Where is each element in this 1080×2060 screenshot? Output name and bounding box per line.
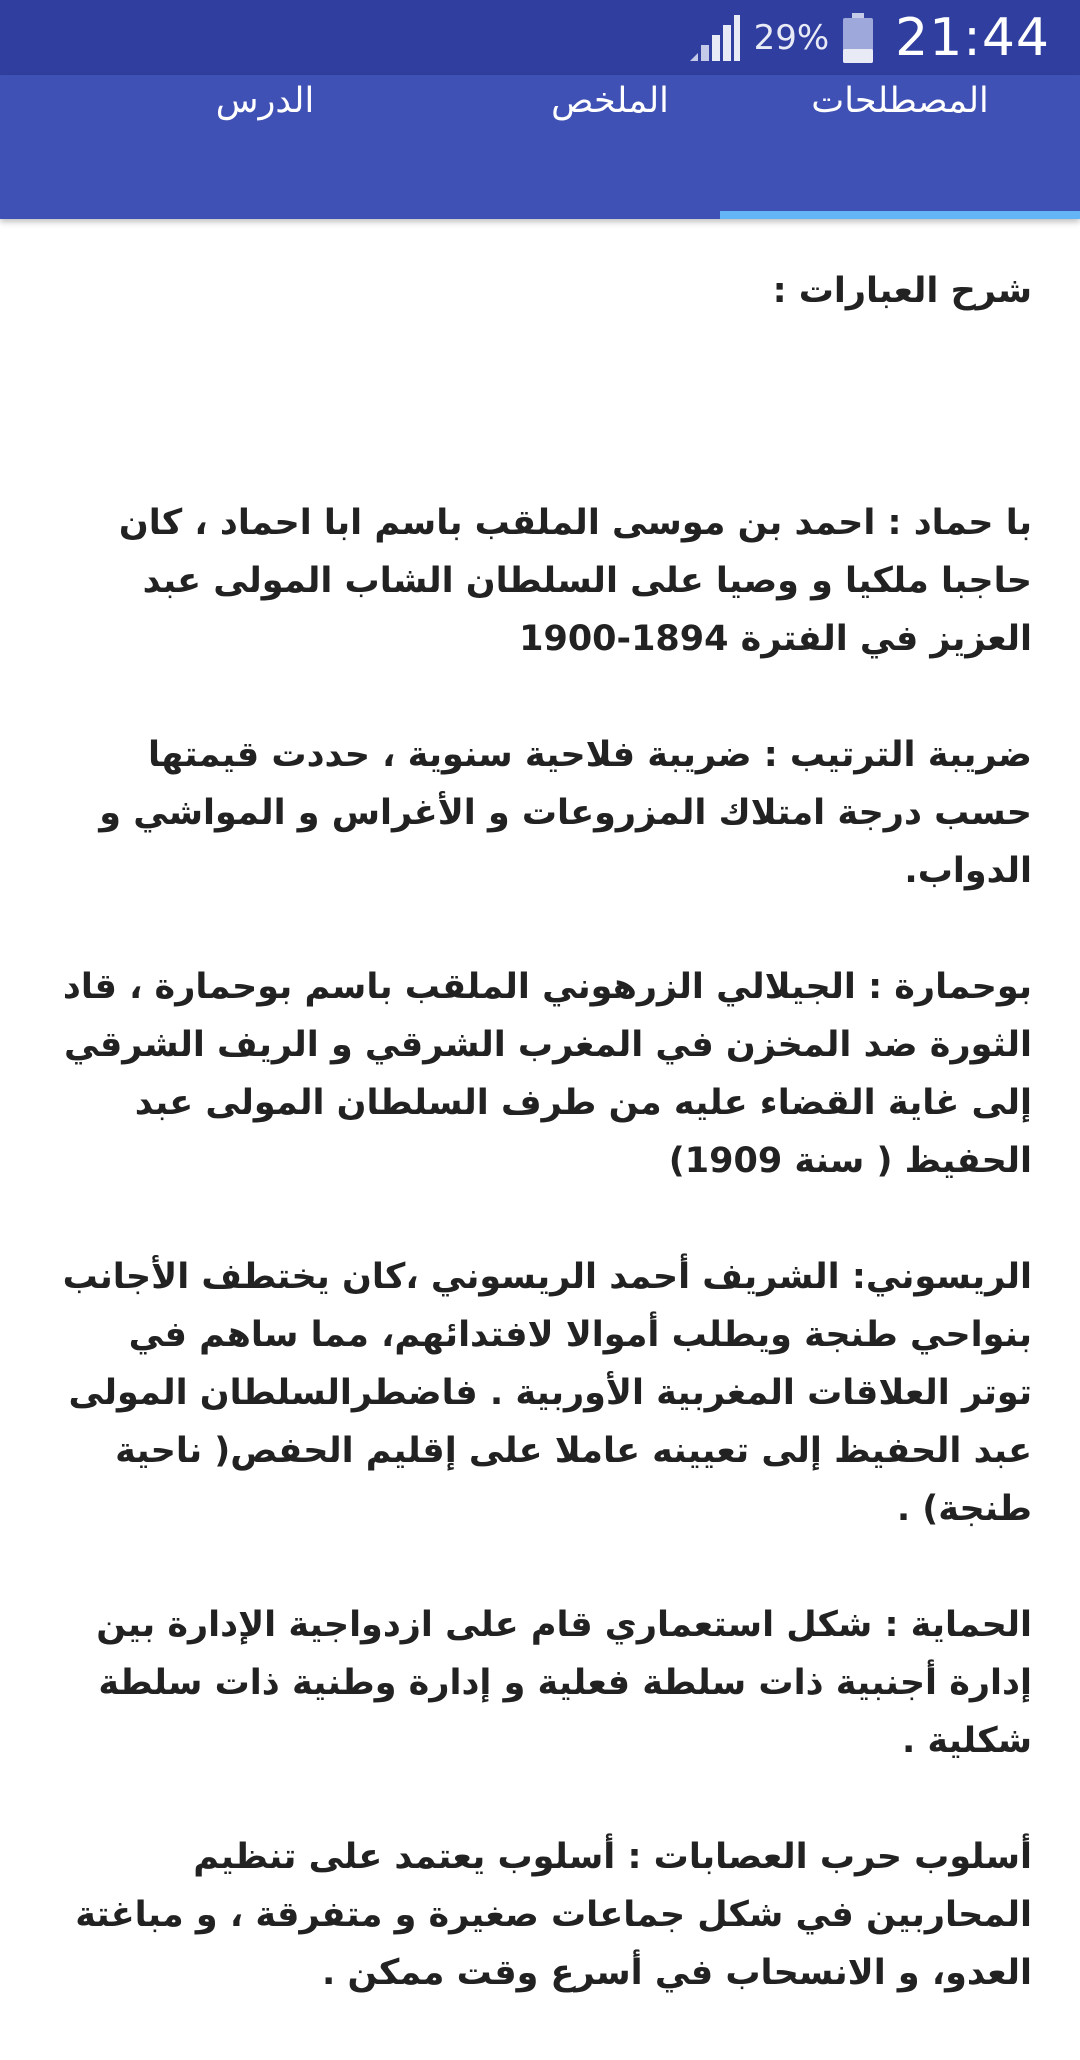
selected-tab-indicator (720, 211, 1080, 219)
tab-summary[interactable] (430, 75, 790, 219)
terms-content (50, 262, 1032, 2060)
tab-bar (0, 75, 1080, 219)
term-definition: الريسوني: الشريف أحمد الريسوني ،كان يختطف الأجانب بنواحي طنجة ويطلب أموالا لافتدائهم، مما ساهم في توتر العلاقات المغربية الأوربية . فاضطرالسلطان المولى عبد الحفيظ إلى تعيينه عاملا على إقليم الحفص( ناحية طنجة) . (62, 1257, 1032, 1529)
term-definition: ضريبة الترتيب : ضريبة فلاحية سنوية ، حددت قيمتها حسب درجة امتلاك المزروعات و الأغراس و المواشي و الدواب. (99, 735, 1032, 891)
term-definition: بوحمارة : الجيلالي الزرهوني الملقب باسم بوحمارة ، قاد الثورة ضد المخزن في المغرب الشرقي و الريف الشرقي إلى غاية القضاء عليه من طرف السلطان المولى عبد الحفيظ ( سنة 1909) (62, 967, 1032, 1181)
tab-lesson[interactable] (85, 75, 445, 219)
tab-label: المصطلحات (811, 81, 989, 121)
term-definition: با حماد : احمد بن موسى الملقب باسم ابا احماد ، كان حاجبا ملكيا و وصيا على السلطان الشاب المولى عبد العزيز في الفترة 1894-1900 (118, 503, 1032, 659)
clock: 21:44 (895, 7, 1050, 68)
battery-percent: 29% (753, 17, 830, 58)
term-definition: أسلوب حرب العصابات : أسلوب يعتمد على تنظيم المحاربين في شكل جماعات صغيرة و متفرقة ، و مباغتة العدو، و الانسحاب في أسرع وقت ممكن . (75, 1837, 1032, 1993)
status-bar (0, 0, 1080, 75)
tab-label: الملخص (551, 81, 669, 121)
section-heading: شرح العبارات : (772, 271, 1032, 311)
status-indicators (688, 0, 1050, 75)
battery-icon (843, 13, 873, 63)
term-definition: الحماية : شكل استعماري قام على ازدواجية الإدارة بين إدارة أجنبية ذات سلطة فعلية و إدارة وطنية ذات سلطة شكلية . (96, 1605, 1032, 1761)
signal-icon (688, 13, 740, 63)
tab-label: الدرس (215, 81, 315, 121)
